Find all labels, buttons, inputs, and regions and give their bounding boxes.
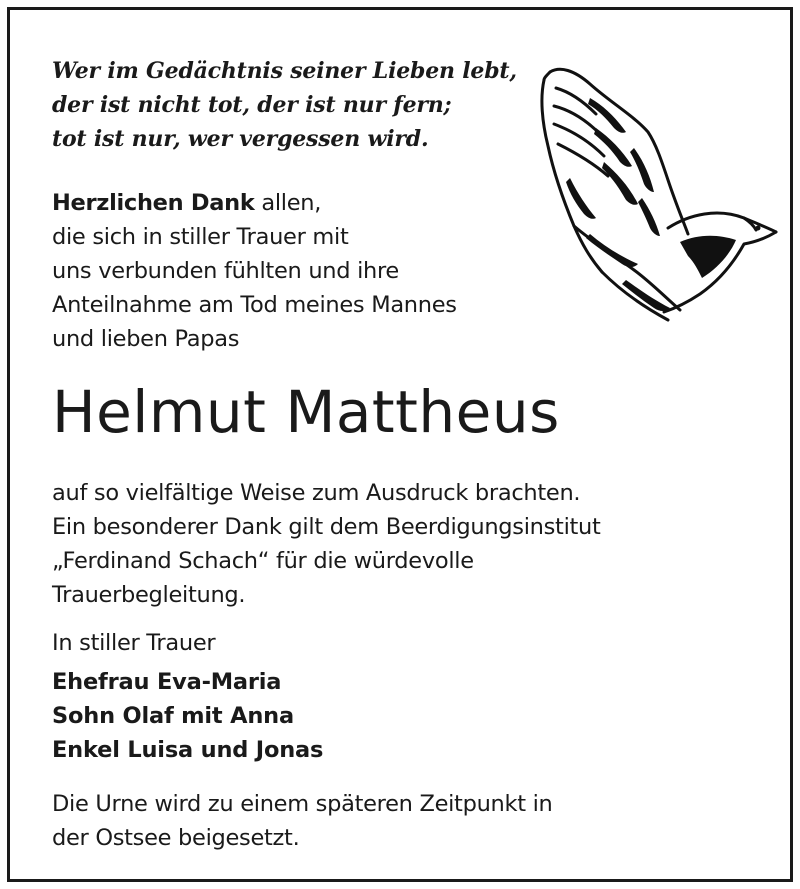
family-list bbox=[52, 665, 323, 767]
verse-line: tot ist nur, wer vergessen wird. bbox=[52, 126, 429, 152]
body-line: Trauerbegleitung. bbox=[52, 582, 246, 608]
thanks-first-line bbox=[52, 186, 457, 220]
family-member: Enkel Luisa und Jonas bbox=[52, 737, 324, 763]
deceased-name: Helmut Mattheus bbox=[52, 378, 560, 446]
memorial-verse bbox=[52, 54, 517, 156]
thanks-heading: Herzlichen Dank bbox=[52, 190, 255, 216]
family-member: Sohn Olaf mit Anna bbox=[52, 703, 294, 729]
verse-line: Wer im Gedächtnis seiner Lieben lebt, bbox=[52, 58, 517, 84]
obituary-card bbox=[7, 7, 793, 882]
urn-note bbox=[52, 787, 553, 855]
note-line: Die Urne wird zu einem späteren Zeitpunkt in bbox=[52, 791, 553, 817]
body-line: Ein besonderer Dank gilt dem Beerdigungsinstitut bbox=[52, 514, 601, 540]
family-member: Ehefrau Eva-Maria bbox=[52, 669, 282, 695]
body-line: „Ferdinand Schach“ für die würdevolle bbox=[52, 548, 474, 574]
body-line: auf so vielfältige Weise zum Ausdruck brachten. bbox=[52, 480, 581, 506]
mourning-heading: In stiller Trauer bbox=[52, 630, 216, 656]
praying-hands-with-dove-icon bbox=[530, 58, 778, 330]
note-line: der Ostsee beigesetzt. bbox=[52, 825, 300, 851]
thanks-line: die sich in stiller Trauer mit bbox=[52, 224, 349, 250]
verse-line: der ist nicht tot, der ist nur fern; bbox=[52, 92, 452, 118]
thanks-line: und lieben Papas bbox=[52, 326, 240, 352]
thanks-line: Anteilnahme am Tod meines Mannes bbox=[52, 292, 457, 318]
thanks-paragraph bbox=[52, 186, 457, 356]
thanks-lead-rest: allen, bbox=[254, 190, 322, 216]
thanks-line: uns verbunden fühlten und ihre bbox=[52, 258, 399, 284]
body-paragraph bbox=[52, 476, 601, 612]
